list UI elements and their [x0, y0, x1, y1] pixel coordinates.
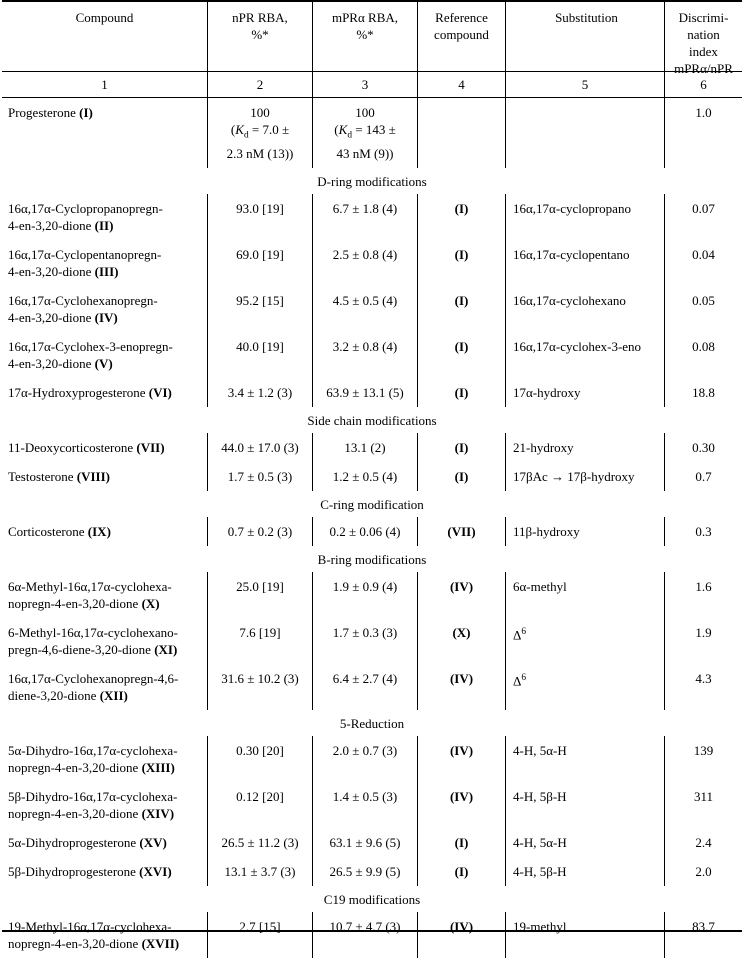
mpr-rba-cell: 13.1 (2) — [313, 433, 418, 462]
substitution-cell: 4-H, 5α-H — [506, 828, 665, 857]
table-row — [2, 828, 742, 857]
npr-rba-cell: 69.0 [19] — [208, 240, 313, 286]
table-row — [2, 572, 742, 618]
table-row — [2, 433, 742, 462]
header-substitution: Substitution — [506, 2, 665, 82]
header-npr-rba: nPR RBA, %* — [208, 2, 313, 82]
compound-name-cell: 16α,17α-Cyclohexanopregn-4,6- diene-3,20-dione (XII) — [2, 664, 208, 710]
discrimination-index-cell: 0.07 — [692, 200, 715, 216]
reference-compound-cell: (I) — [418, 378, 506, 407]
mpr-rba-cell: 1.4 ± 0.5 (3) — [313, 782, 418, 828]
column-number: 4 — [418, 72, 506, 97]
npr-rba-cell: 0.30 [20] — [208, 736, 313, 782]
npr-rba-cell: 95.2 [15] — [208, 286, 313, 332]
substitution-cell: 16α,17α-cyclohex-3-eno — [506, 332, 665, 378]
reference-compound-cell: (I) — [418, 462, 506, 491]
mpr-rba-cell: 100 ($K_d = 143$ ± 43 nM (9)) — [313, 98, 418, 168]
compound-name-cell: Progesterone (I) — [2, 98, 208, 168]
column-number: 1 — [2, 72, 208, 97]
compound-name-cell: Corticosterone (IX) — [2, 517, 208, 546]
npr-rba-cell: 44.0 ± 17.0 (3) — [208, 433, 313, 462]
substitution-cell: 11β-hydroxy — [506, 517, 665, 546]
compound-name-cell: 5β-Dihydro-16α,17α-cyclohexa- nopregn-4-en-3,20-dione (XIV) — [2, 782, 208, 828]
mpr-rba-cell: 1.2 ± 0.5 (4) — [313, 462, 418, 491]
column-numbers-row — [2, 72, 742, 98]
compound-name-cell: 16α,17α-Cyclohex-3-enopregn- 4-en-3,20-dione (V) — [2, 332, 208, 378]
table-header-row — [2, 2, 742, 76]
table-row — [2, 782, 742, 828]
table-row — [2, 194, 742, 240]
section-title: 5-Reduction — [339, 715, 405, 731]
mpr-rba-cell: 2.0 ± 0.7 (3) — [313, 736, 418, 782]
npr-rba-cell: 13.1 ± 3.7 (3) — [208, 857, 313, 886]
reference-compound-cell: (I) — [418, 332, 506, 378]
compound-name-cell: 11-Deoxycorticosterone (VII) — [2, 433, 208, 462]
table-row — [2, 664, 742, 710]
reference-compound-cell: (VII) — [418, 517, 506, 546]
reference-compound-cell: (I) — [418, 433, 506, 462]
compound-name-cell: 17α-Hydroxyprogesterone (VI) — [2, 378, 208, 407]
reference-compound-cell: (I) — [418, 857, 506, 886]
mpr-rba-cell: 1.9 ± 0.9 (4) — [313, 572, 418, 618]
column-number: 5 — [506, 72, 665, 97]
reference-compound-cell — [418, 98, 506, 168]
table-row — [2, 98, 742, 168]
table-row — [2, 912, 742, 958]
table-body — [2, 98, 742, 958]
npr-rba-cell: 93.0 [19] — [208, 194, 313, 240]
section-title: Side chain modifications — [307, 412, 437, 428]
npr-rba-cell: 3.4 ± 1.2 (3) — [208, 378, 313, 407]
reference-compound-cell: (I) — [418, 286, 506, 332]
compound-name-cell: 5β-Dihydroprogesterone (XVI) — [2, 857, 208, 886]
compound-name-cell: Testosterone (VIII) — [2, 462, 208, 491]
compound-name-cell: 5α-Dihydroprogesterone (XV) — [2, 828, 208, 857]
substitution-cell — [506, 98, 665, 168]
reference-compound-cell: (IV) — [418, 664, 506, 710]
discrimination-index-cell: 83.7 — [692, 918, 715, 934]
npr-rba-cell: 7.6 [19] — [208, 618, 313, 664]
discrimination-index-cell: 0.04 — [692, 246, 715, 262]
compound-name-cell: 16α,17α-Cyclopentanopregn- 4-en-3,20-dione (III) — [2, 240, 208, 286]
column-number: 6 — [700, 77, 707, 92]
table-row — [2, 517, 742, 546]
discrimination-index-cell: 1.6 — [695, 578, 712, 594]
npr-rba-cell: 26.5 ± 11.2 (3) — [208, 828, 313, 857]
header-reference-compound: Reference compound — [418, 2, 506, 82]
mpr-rba-cell: 1.7 ± 0.3 (3) — [313, 618, 418, 664]
discrimination-index-cell: 0.30 — [692, 439, 715, 455]
table-row — [2, 736, 742, 782]
table-row — [2, 332, 742, 378]
table-row — [2, 378, 742, 407]
mpr-rba-cell: 63.9 ± 13.1 (5) — [313, 378, 418, 407]
discrimination-index-cell: 1.0 — [695, 105, 712, 120]
mpr-rba-cell: 6.4 ± 2.7 (4) — [313, 664, 418, 710]
compound-name-cell: 19-Methyl-16α,17α-cyclohexa- nopregn-4-en-3,20-dione (XVII) — [2, 912, 208, 958]
header-compound: Compound — [2, 2, 208, 82]
table-row — [2, 462, 742, 491]
npr-rba-cell: 2.7 [15] — [208, 912, 313, 958]
section-title: C19 modifications — [323, 891, 421, 907]
reference-compound-cell: (IV) — [418, 912, 506, 958]
npr-rba-cell: 40.0 [19] — [208, 332, 313, 378]
substitution-cell: $\Delta^6$ — [506, 664, 665, 710]
discrimination-index-cell: 139 — [693, 742, 714, 758]
substitution-cell: 21-hydroxy — [506, 433, 665, 462]
mpr-rba-cell: 10.7 ± 4.7 (3) — [313, 912, 418, 958]
discrimination-index-cell: 0.3 — [695, 523, 712, 539]
substitution-cell: 17βAc → 17β-hydroxy — [506, 462, 665, 491]
mpr-rba-cell: 26.5 ± 9.9 (5) — [313, 857, 418, 886]
mpr-rba-cell: 3.2 ± 0.8 (4) — [313, 332, 418, 378]
npr-rba-cell: 1.7 ± 0.5 (3) — [208, 462, 313, 491]
reference-compound-cell: (I) — [418, 194, 506, 240]
discrimination-index-cell: 311 — [693, 788, 714, 804]
discrimination-index-cell: 4.3 — [695, 670, 712, 686]
column-number: 2 — [208, 72, 313, 97]
compound-binding-table — [2, 0, 742, 951]
column-number: 3 — [313, 72, 418, 97]
mpr-rba-cell: 63.1 ± 9.6 (5) — [313, 828, 418, 857]
substitution-cell: 19-methyl — [506, 912, 665, 958]
header-mpr-rba: mPRα RBA, %* — [313, 2, 418, 82]
substitution-cell: 6α-methyl — [506, 572, 665, 618]
npr-rba-cell: 0.7 ± 0.2 (3) — [208, 517, 313, 546]
reference-compound-cell: (I) — [418, 828, 506, 857]
table-row — [2, 286, 742, 332]
table-row — [2, 618, 742, 664]
table-row — [2, 240, 742, 286]
substitution-cell: 4-H, 5β-H — [506, 857, 665, 886]
header-discrimination-index: Discrimi- nation index mPRα/nPR — [674, 10, 733, 76]
substitution-cell: 4-H, 5β-H — [506, 782, 665, 828]
npr-rba-cell: 0.12 [20] — [208, 782, 313, 828]
compound-name-cell: 5α-Dihydro-16α,17α-cyclohexa- nopregn-4-en-3,20-dione (XIII) — [2, 736, 208, 782]
reference-compound-cell: (IV) — [418, 736, 506, 782]
substitution-cell: $\Delta^6$ — [506, 618, 665, 664]
section-title: D-ring modifications — [317, 173, 427, 189]
compound-name-cell: 6α-Methyl-16α,17α-cyclohexa- nopregn-4-en-3,20-dione (X) — [2, 572, 208, 618]
discrimination-index-cell: 0.7 — [695, 468, 712, 484]
compound-name-cell: 16α,17α-Cyclopropanopregn- 4-en-3,20-dione (II) — [2, 194, 208, 240]
mpr-rba-cell: 6.7 ± 1.8 (4) — [313, 194, 418, 240]
reference-compound-cell: (IV) — [418, 782, 506, 828]
discrimination-index-cell: 0.05 — [692, 292, 715, 308]
mpr-rba-cell: 4.5 ± 0.5 (4) — [313, 286, 418, 332]
section-title: B-ring modifications — [317, 551, 427, 567]
reference-compound-cell: (IV) — [418, 572, 506, 618]
section-title: C-ring modification — [320, 496, 424, 512]
discrimination-index-cell: 18.8 — [692, 384, 715, 400]
substitution-cell: 16α,17α-cyclopropano — [506, 194, 665, 240]
reference-compound-cell: (I) — [418, 240, 506, 286]
mpr-rba-cell: 2.5 ± 0.8 (4) — [313, 240, 418, 286]
npr-rba-cell: 25.0 [19] — [208, 572, 313, 618]
mpr-rba-cell: 0.2 ± 0.06 (4) — [313, 517, 418, 546]
discrimination-index-cell: 1.9 — [695, 624, 712, 640]
discrimination-index-cell: 2.4 — [695, 834, 712, 850]
npr-rba-cell: 100 ($K_d = 7.0$ ± 2.3 nM (13)) — [208, 98, 313, 168]
substitution-cell: 16α,17α-cyclohexano — [506, 286, 665, 332]
discrimination-index-cell: 0.08 — [692, 338, 715, 354]
substitution-cell: 16α,17α-cyclopentano — [506, 240, 665, 286]
compound-name-cell: 16α,17α-Cyclohexanopregn- 4-en-3,20-dione (IV) — [2, 286, 208, 332]
reference-compound-cell: (X) — [418, 618, 506, 664]
substitution-cell: 4-H, 5α-H — [506, 736, 665, 782]
compound-name-cell: 6-Methyl-16α,17α-cyclohexano- pregn-4,6-diene-3,20-dione (XI) — [2, 618, 208, 664]
substitution-cell: 17α-hydroxy — [506, 378, 665, 407]
npr-rba-cell: 31.6 ± 10.2 (3) — [208, 664, 313, 710]
table-row — [2, 857, 742, 886]
discrimination-index-cell: 2.0 — [695, 863, 712, 879]
